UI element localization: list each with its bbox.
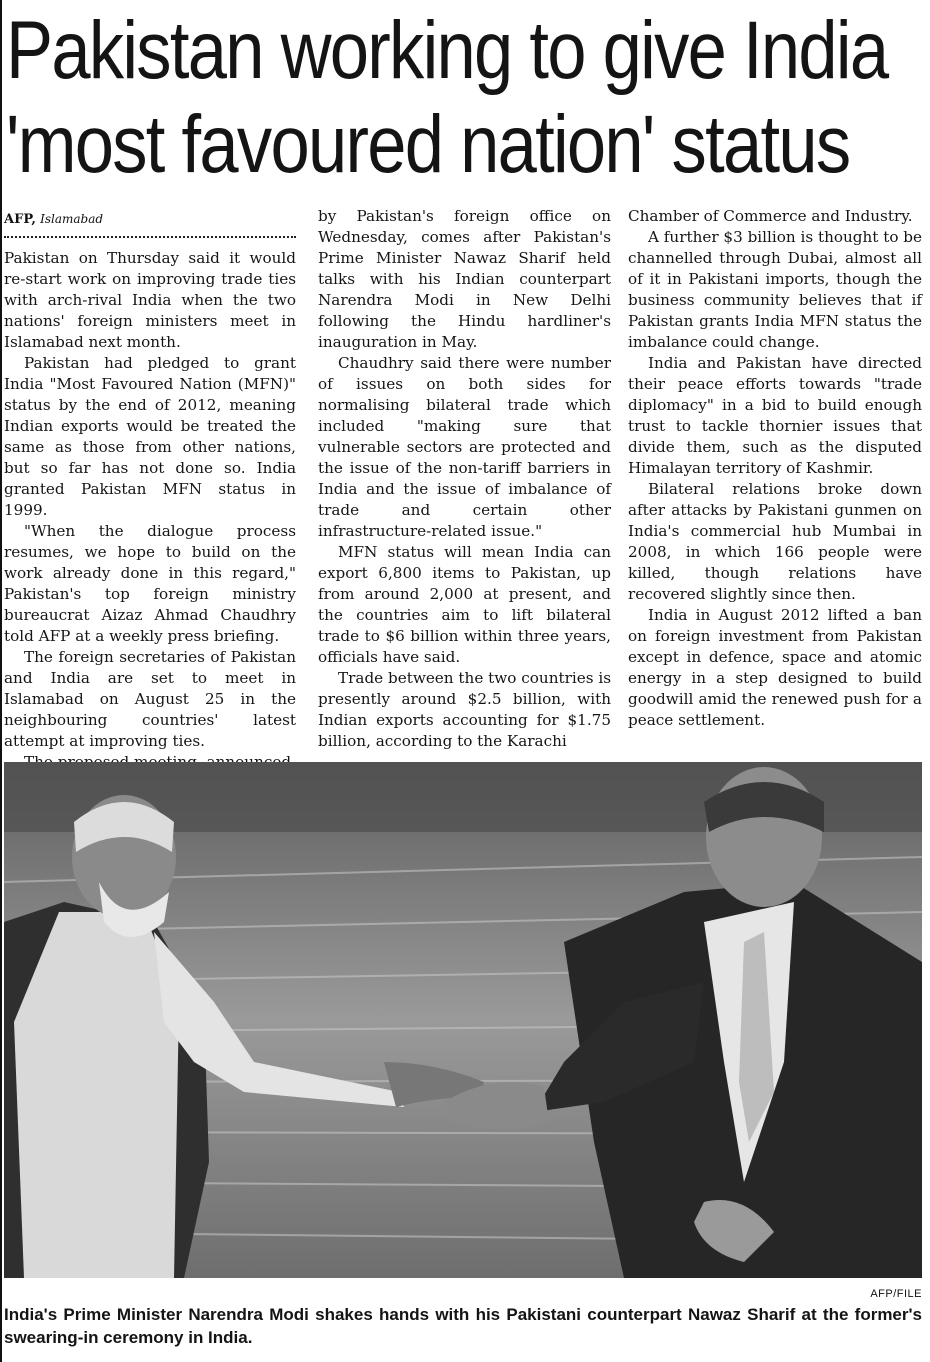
headline-line-2: 'most favoured nation' status [6,99,850,190]
article-column-1 [4,248,296,773]
news-photo [4,762,922,1278]
paragraph: The foreign secretaries of Pakistan and India are set to meet in Islamabad on August 25 in the neighbouring countries' latest attempt at improving ties. [4,648,296,750]
paragraph: MFN status will mean India can export 6,800 items to Pakistan, up from around 2,000 at present, and the countries aim to lift bilateral trade to $6 billion within three years, officials have said. [318,543,611,666]
paragraph: Bilateral relations broke down after attacks by Pakistani gunmen on India's commercial hub Mumbai in 2008, in which 166 people were killed, though relations have recovered slightly since then. [628,480,922,603]
paragraph: by Pakistan's foreign office on Wednesday, comes after Pakistan's Prime Minister Nawaz Sharif held talks with his Indian counterpart Narendra Modi in New Delhi following the Hindu hardliner's inauguration in May. [318,207,611,351]
byline-dotted-rule [4,236,296,238]
paragraph: Chamber of Commerce and Industry. [628,207,913,225]
handshake-photo-illustration [4,762,922,1278]
paragraph: "When the dialogue process resumes, we hope to build on the work already done in this regard," Pakistan's top foreign ministry bureaucrat Aizaz Ahmad Chaudhry told AFP at a weekly press briefing. [4,522,296,645]
byline-place: Islamabad [40,212,104,226]
paragraph: Pakistan on Thursday said it would re-start work on improving trade ties with arch-rival India when the two nations' foreign ministers meet in Islamabad next month. [4,249,296,351]
headline-line-1: Pakistan working to give India [6,5,888,96]
paragraph: India and Pakistan have directed their peace efforts towards "trade diplomacy" in a bid to build enough trust to tackle thornier issues that divide them, such as the disputed Himalayan territory of Kashmir. [628,354,922,477]
byline-agency: AFP, [4,212,36,227]
photo-caption: India's Prime Minister Narendra Modi shakes hands with his Pakistani counterpart Nawaz Sharif at the former's swearing-in ceremony in India. [4,1305,922,1347]
byline [4,210,296,229]
paragraph: Trade between the two countries is presently around $2.5 billion, with Indian exports accounting for $1.75 billion, according to the Karachi [318,669,611,750]
paragraph: A further $3 billion is thought to be channelled through Dubai, almost all of it in Pakistani imports, though the business community believes that if Pakistan grants India MFN status the imbalance could change. [628,228,922,351]
left-column-rule [0,0,2,1362]
photo-credit: AFP/FILE [870,1288,922,1300]
paragraph: Chaudhry said there were number of issues on both sides for normalising bilateral trade which included "making sure that vulnerable sectors are protected and the issue of the non-tariff barriers in India and the issue of imbalance of trade and certain other infrastructure-related issue." [318,354,611,540]
paragraph: Pakistan had pledged to grant India "Most Favoured Nation (MFN)" status by the end of 2012, meaning Indian exports would be treated the same as those from other nations, but so far has not done so. India granted Pakistan MFN status in 1999. [4,354,296,519]
headline [6,4,888,192]
article-column-2 [318,206,611,752]
paragraph: India in August 2012 lifted a ban on foreign investment from Pakistan except in defence, space and atomic energy in a step designed to build goodwill amid the renewed push for a peace settlement. [628,606,922,729]
article-column-3 [628,206,922,731]
